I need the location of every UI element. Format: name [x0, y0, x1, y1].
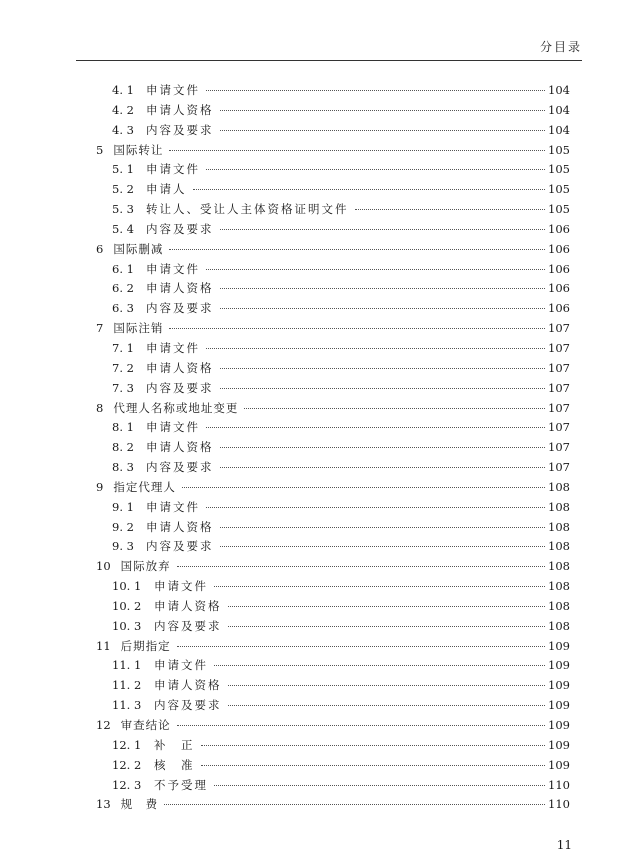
toc-entry-page: 105	[548, 202, 570, 217]
page-number: 11	[556, 838, 572, 852]
toc-entry-page: 107	[548, 440, 570, 455]
toc-entry-title: 不予受理	[154, 777, 208, 792]
toc-entry-page: 104	[548, 102, 570, 117]
toc-entry-title: 补 正	[154, 737, 195, 752]
toc-entry-page: 104	[548, 83, 570, 97]
toc-leader-dots	[177, 724, 545, 726]
toc-entry-title: 申请人资格	[146, 440, 214, 455]
toc-entry-title: 内容及要求	[146, 221, 214, 236]
toc-entry[interactable]	[96, 796, 570, 816]
toc-entry[interactable]	[96, 479, 570, 499]
toc-entry[interactable]	[96, 717, 570, 737]
toc-entry-title: 申请人资格	[154, 598, 222, 613]
toc-entry-page: 109	[548, 718, 570, 732]
toc-entry-number: 12. 2	[112, 757, 142, 772]
toc-leader-dots	[228, 684, 546, 686]
toc-leader-dots	[169, 248, 545, 250]
toc-leader-dots	[206, 506, 545, 508]
toc-entry[interactable]	[96, 598, 570, 618]
toc-entry-number: 8. 3	[112, 460, 134, 475]
toc-leader-dots	[206, 168, 545, 170]
toc-entry[interactable]	[96, 638, 570, 658]
toc-leader-dots	[220, 367, 546, 369]
toc-entry[interactable]	[96, 142, 570, 162]
toc-entry-title: 申请文件	[146, 499, 200, 514]
toc-entry[interactable]	[96, 360, 570, 380]
toc-entry[interactable]	[96, 102, 570, 122]
toc-entry[interactable]	[96, 320, 570, 340]
toc-entry-page: 107	[548, 420, 570, 435]
toc-entry-title: 内容及要求	[146, 380, 214, 395]
toc-entry-number: 9. 3	[112, 539, 134, 554]
toc-entry-number: 8	[96, 400, 104, 415]
toc-entry-number: 5. 1	[112, 162, 134, 177]
toc-entry[interactable]	[96, 400, 570, 420]
toc-leader-dots	[164, 803, 545, 805]
toc-entry[interactable]	[96, 737, 570, 757]
toc-entry-page: 105	[548, 142, 570, 157]
toc-entry-number: 5	[96, 142, 104, 157]
toc-entry-number: 9	[96, 479, 104, 494]
toc-entry[interactable]	[96, 161, 570, 181]
toc-leader-dots	[182, 486, 545, 488]
toc-entry-number: 11. 1	[112, 658, 142, 673]
toc-entry-title: 规 费	[120, 797, 159, 812]
toc-entry-title: 申请文件	[146, 83, 200, 97]
toc-entry-page: 105	[548, 162, 570, 177]
toc-entry-title: 国际放弃	[120, 559, 171, 574]
toc-entry-title: 内容及要求	[154, 618, 222, 633]
toc-leader-dots	[214, 585, 545, 587]
toc-entry[interactable]	[96, 697, 570, 717]
toc-entry-page: 109	[548, 757, 570, 772]
toc-entry-page: 106	[548, 261, 570, 276]
toc-leader-dots	[206, 347, 545, 349]
toc-leader-dots	[206, 426, 545, 428]
toc-entry-number: 7. 2	[112, 360, 134, 375]
toc-entry-page: 108	[548, 598, 570, 613]
toc-leader-dots	[201, 744, 546, 746]
toc-entry-number: 11	[96, 638, 111, 653]
toc-entry-number: 4. 1	[112, 83, 134, 97]
toc-leader-dots	[169, 149, 545, 151]
toc-entry[interactable]	[96, 181, 570, 201]
toc-entry-page: 109	[548, 638, 570, 653]
toc-entry-page: 107	[548, 460, 570, 475]
toc-entry-page: 108	[548, 618, 570, 633]
toc-entry-number: 12. 1	[112, 737, 142, 752]
toc-entry-title: 内容及要求	[146, 539, 214, 554]
toc-leader-dots	[220, 307, 546, 309]
toc-leader-dots	[193, 188, 546, 190]
toc-leader-dots	[177, 565, 545, 567]
toc-leader-dots	[220, 466, 546, 468]
toc-entry[interactable]	[96, 300, 570, 320]
toc-entry[interactable]	[96, 280, 570, 300]
toc-entry-page: 107	[548, 340, 570, 355]
toc-entry-page: 107	[548, 321, 570, 336]
toc-entry-number: 10. 1	[112, 579, 142, 594]
toc-entry-title: 申请人	[146, 182, 187, 197]
toc-leader-dots	[214, 664, 545, 666]
toc-entry-number: 5. 3	[112, 202, 134, 217]
toc-entry-number: 4. 3	[112, 122, 134, 137]
toc-entry-page: 106	[548, 281, 570, 296]
toc-entry-title: 内容及要求	[146, 301, 214, 316]
toc-entry-title: 核 准	[154, 757, 195, 772]
toc-leader-dots	[220, 446, 546, 448]
toc-entry[interactable]	[96, 519, 570, 539]
toc-entry[interactable]	[96, 82, 570, 102]
toc-entry-title: 代理人名称或地址变更	[113, 400, 239, 415]
toc-leader-dots	[177, 645, 545, 647]
toc-entry-number: 5. 4	[112, 221, 134, 236]
toc-entry[interactable]	[96, 261, 570, 281]
toc-entry-title: 申请文件	[154, 658, 208, 673]
toc-entry-title: 审查结论	[120, 718, 171, 732]
toc-entry-number: 7. 3	[112, 380, 134, 395]
toc-leader-dots	[228, 605, 546, 607]
toc-entry-title: 申请文件	[146, 420, 200, 435]
toc-leader-dots	[206, 89, 545, 91]
toc-leader-dots	[220, 387, 546, 389]
toc-leader-dots	[220, 109, 546, 111]
toc-entry-page: 108	[548, 559, 570, 574]
toc-entry[interactable]	[96, 677, 570, 697]
toc-entry[interactable]	[96, 618, 570, 638]
toc-entry[interactable]	[96, 340, 570, 360]
toc-entry-title: 申请人资格	[146, 102, 214, 117]
toc-leader-dots	[228, 625, 546, 627]
toc-entry-number: 4. 2	[112, 102, 134, 117]
toc-leader-dots	[220, 228, 546, 230]
toc-entry-page: 106	[548, 301, 570, 316]
toc-leader-dots	[220, 129, 546, 131]
toc-entry[interactable]	[96, 380, 570, 400]
toc-entry[interactable]	[96, 221, 570, 241]
toc-entry-page: 108	[548, 499, 570, 514]
toc-leader-dots	[169, 327, 545, 329]
toc-leader-dots	[220, 526, 546, 528]
toc-entry-number: 9. 2	[112, 519, 134, 534]
toc-entry-title: 国际注销	[113, 321, 164, 336]
toc-entry-number: 8. 1	[112, 420, 134, 435]
toc-entry-page: 104	[548, 122, 570, 137]
toc-entry-page: 110	[548, 797, 570, 812]
toc-entry-page: 110	[548, 777, 570, 792]
toc-entry-number: 13	[96, 797, 111, 812]
toc-entry-page: 109	[548, 658, 570, 673]
toc-entry-number: 6. 3	[112, 301, 134, 316]
toc-entry-title: 申请文件	[146, 261, 200, 276]
toc-entry[interactable]	[96, 538, 570, 558]
toc-entry-page: 109	[548, 737, 570, 752]
toc-entry-page: 108	[548, 579, 570, 594]
toc-entry-title: 指定代理人	[113, 479, 176, 494]
toc-entry-title: 申请文件	[146, 340, 200, 355]
toc-entry-number: 5. 2	[112, 182, 134, 197]
toc-entry-number: 10. 3	[112, 618, 142, 633]
toc-entry-title: 内容及要求	[146, 460, 214, 475]
toc-entry-number: 11. 2	[112, 678, 142, 693]
toc-entry[interactable]	[96, 419, 570, 439]
toc-entry-page: 108	[548, 519, 570, 534]
toc-entry-number: 9. 1	[112, 499, 134, 514]
toc-leader-dots	[201, 764, 546, 766]
toc-entry-page: 108	[548, 539, 570, 554]
toc-entry-title: 国际转让	[113, 142, 164, 157]
toc-leader-dots	[214, 784, 545, 786]
toc-leader-dots	[244, 407, 545, 409]
toc-entry-page: 107	[548, 380, 570, 395]
toc-entry-title: 申请文件	[146, 162, 200, 177]
toc-entry-number: 10. 2	[112, 598, 142, 613]
toc-entry-page: 109	[548, 678, 570, 693]
toc-entry[interactable]	[96, 757, 570, 777]
toc-entry[interactable]	[96, 499, 570, 519]
toc-leader-dots	[206, 268, 545, 270]
page-header-title: 分目录	[539, 40, 582, 54]
header-rule	[76, 60, 582, 61]
toc-leader-dots	[228, 704, 546, 706]
toc-entry-page: 107	[548, 360, 570, 375]
toc-entry-page: 109	[548, 698, 570, 713]
toc-entry-number: 10	[96, 559, 111, 574]
toc-entry[interactable]	[96, 558, 570, 578]
toc-entry[interactable]	[96, 578, 570, 598]
toc-entry-title: 后期指定	[120, 638, 171, 653]
toc-entry-page: 105	[548, 182, 570, 197]
toc-entry-title: 申请人资格	[146, 519, 214, 534]
toc-entry-number: 8. 2	[112, 440, 134, 455]
toc-entry-title: 国际删减	[113, 241, 164, 256]
toc-entry[interactable]	[96, 777, 570, 797]
table-of-contents	[96, 82, 570, 816]
toc-entry-title: 申请人资格	[146, 360, 214, 375]
toc-entry-title: 申请人资格	[154, 678, 222, 693]
toc-entry[interactable]	[96, 657, 570, 677]
toc-entry-number: 6. 2	[112, 281, 134, 296]
toc-leader-dots	[220, 545, 546, 547]
toc-entry-title: 内容及要求	[154, 698, 222, 713]
toc-entry-page: 107	[548, 400, 570, 415]
toc-entry[interactable]	[96, 201, 570, 221]
toc-entry-title: 申请文件	[154, 579, 208, 594]
toc-entry[interactable]	[96, 122, 570, 142]
toc-entry[interactable]	[96, 241, 570, 261]
toc-entry-title: 转让人、受让人主体资格证明文件	[146, 202, 349, 217]
toc-entry-number: 7. 1	[112, 340, 134, 355]
toc-entry-number: 6	[96, 241, 104, 256]
toc-entry[interactable]	[96, 439, 570, 459]
toc-entry-number: 7	[96, 321, 104, 336]
toc-entry-title: 申请人资格	[146, 281, 214, 296]
toc-entry-page: 106	[548, 221, 570, 236]
toc-leader-dots	[220, 287, 546, 289]
toc-entry-number: 11. 3	[112, 698, 142, 713]
toc-entry[interactable]	[96, 459, 570, 479]
toc-entry-number: 6. 1	[112, 261, 134, 276]
toc-entry-number: 12. 3	[112, 777, 142, 792]
toc-entry-page: 108	[548, 479, 570, 494]
toc-entry-number: 12	[96, 718, 111, 732]
toc-leader-dots	[355, 208, 546, 210]
toc-entry-page: 106	[548, 241, 570, 256]
toc-entry-title: 内容及要求	[146, 122, 214, 137]
